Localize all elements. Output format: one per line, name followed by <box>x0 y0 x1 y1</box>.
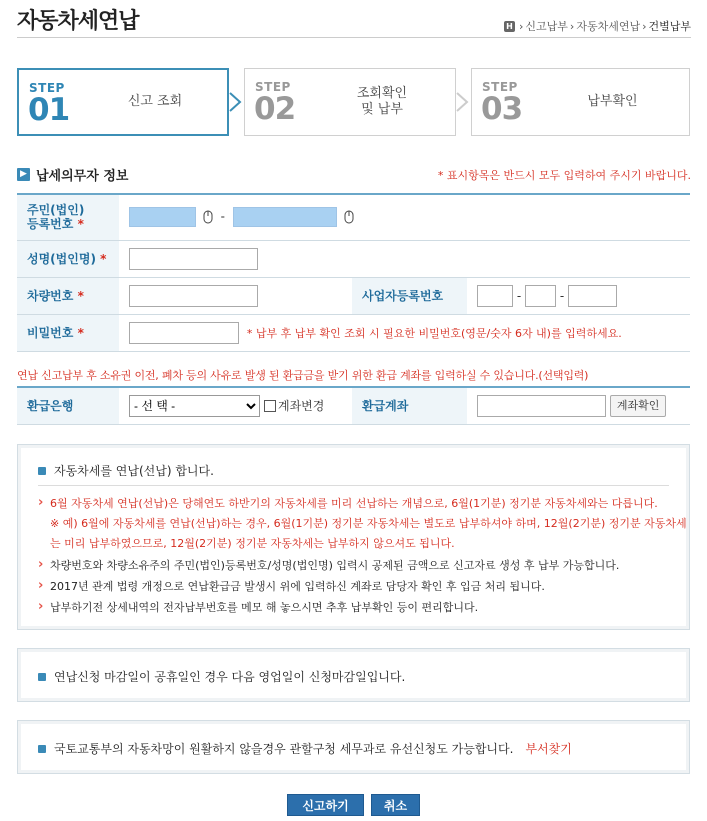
breadcrumb-item-annual[interactable]: 자동차세연납 <box>576 20 641 33</box>
department-search-link[interactable]: 부서찾기 <box>525 742 572 756</box>
info-line: › 6월 자동차세 연납(선납)은 당해연도 하반기의 자동차세를 미리 선납하는 개념으로, 6월(1기분) 정기분 자동차세와는 다릅니다. <box>38 494 658 514</box>
step-2 <box>244 68 456 136</box>
breadcrumb-separator-icon: › <box>569 19 575 33</box>
bullet-icon <box>38 745 46 753</box>
biz-number-part1-input[interactable] <box>477 285 513 307</box>
password-cell <box>119 314 690 351</box>
bank-label: 환급은행 <box>17 387 119 424</box>
name-input[interactable] <box>129 248 258 270</box>
required-note: * 표시항목은 반드시 모두 입력하여 주시기 바랍니다. <box>437 169 691 182</box>
info-head: 자동차세를 연납(선납) 합니다. <box>38 462 214 479</box>
bullet-icon <box>38 673 46 681</box>
refund-form <box>17 386 690 425</box>
cancel-button[interactable]: 취소 <box>371 794 420 816</box>
step-text: 신고 조회 <box>127 94 183 109</box>
account-change-label: 계좌변경 <box>278 398 325 413</box>
divider <box>38 485 669 486</box>
step-text: 조회확인 및 납부 <box>356 86 408 117</box>
account-input[interactable] <box>477 395 606 417</box>
info-line: › 차량번호와 차량소유주의 주민(법인)등록번호/성명(법인명) 입력시 공제된 금액으로 신고자료 생성 후 납부 가능합니다. <box>38 556 619 576</box>
rrn-cell <box>119 194 690 240</box>
car-number-cell <box>119 277 352 314</box>
section-heading-taxpayer <box>17 165 128 184</box>
account-change-checkbox[interactable] <box>264 400 276 412</box>
breadcrumb-item-current: 건별납부 <box>648 20 691 33</box>
biz-number-cell: - - <box>467 277 690 314</box>
biz-number-part3-input[interactable] <box>568 285 617 307</box>
info-box-phone-request <box>17 720 690 774</box>
rrn-separator: - <box>220 209 225 224</box>
step-label: STEP <box>482 80 518 94</box>
info-head: 국토교통부의 자동차망이 원활하지 않을경우 관할구청 세무과로 유선신청도 가능합니다. 부서찾기 <box>38 740 572 757</box>
rrn-label: 주민(법인) 등록번호 * <box>17 194 119 240</box>
password-label: 비밀번호 * <box>17 314 119 351</box>
rrn-back-input[interactable] <box>233 207 337 227</box>
password-input[interactable] <box>129 322 239 344</box>
car-number-input[interactable] <box>129 285 258 307</box>
password-hint: * 납부 후 납부 확인 조회 시 필요한 비밀번호(영문/숫자 6자 내)를 입력하세요. <box>246 326 622 340</box>
info-line: › 2017년 관계 법령 개정으로 연납환급금 발생시 위에 입력하신 계좌로 담당자 확인 후 입금 처리 됩니다. <box>38 577 545 597</box>
step-number: 03 <box>481 91 523 127</box>
account-confirm-button[interactable]: 계좌확인 <box>610 395 667 417</box>
info-line: 는 미리 납부하였으므로, 12월(2기분) 정기분 자동차세는 납부하지 않으셔도 됩니다. <box>50 537 455 550</box>
home-icon[interactable]: H <box>504 21 515 32</box>
car-number-label: 차량번호 * <box>17 277 119 314</box>
info-head: 연납신청 마감일이 공휴일인 경우 다음 영업일이 신청마감일입니다. <box>38 668 405 685</box>
refund-note: 연납 신고납부 후 소유권 이전, 폐차 등의 사유로 발생 된 환급금을 받기 위한 환급 계좌를 입력하실 수 있습니다.(선택입력) <box>17 369 589 382</box>
taxpayer-form <box>17 193 690 352</box>
account-label: 환급계좌 <box>352 387 467 424</box>
title-divider <box>17 37 691 38</box>
step-text: 납부확인 <box>587 94 638 109</box>
breadcrumb-item-report[interactable]: 신고납부 <box>525 20 568 33</box>
bullet-icon <box>38 467 46 475</box>
breadcrumb-separator-icon: › <box>642 19 647 33</box>
step-label: STEP <box>29 81 65 95</box>
rrn-front-input[interactable] <box>129 207 196 227</box>
step-1 <box>17 68 229 136</box>
step-number: 01 <box>28 92 70 128</box>
biz-number-label: 사업자등록번호 <box>352 277 467 314</box>
section-heading-text: 납세의무자 정보 <box>36 169 129 184</box>
breadcrumb-separator-icon: › <box>518 19 524 33</box>
info-box-deadline <box>17 648 690 702</box>
page-title: 자동차세연납 <box>17 9 139 34</box>
account-cell <box>467 387 690 424</box>
step-arrow-icon <box>455 92 469 112</box>
chevron-right-icon: ▶ <box>17 168 30 181</box>
breadcrumb <box>504 18 691 34</box>
name-cell <box>119 240 690 277</box>
mouse-icon <box>203 210 213 224</box>
info-box-annual-payment <box>17 444 690 630</box>
step-label: STEP <box>255 80 291 94</box>
biz-number-part2-input[interactable] <box>525 285 556 307</box>
info-line: › 납부하기전 상세내역의 전자납부번호를 메모 해 놓으시면 추후 납부확인 등이 편리합니다. <box>38 598 478 618</box>
bank-select[interactable] <box>129 395 260 417</box>
name-label: 성명(법인명) * <box>17 240 119 277</box>
mouse-icon <box>344 210 354 224</box>
step-number: 02 <box>254 91 296 127</box>
step-arrow-icon <box>228 92 242 112</box>
step-3 <box>471 68 690 136</box>
bank-cell <box>119 387 352 424</box>
info-line: ※ 예) 6월에 자동차세를 연납(선납)하는 경우, 6월(1기분) 정기분 자동차세는 별도로 납부하셔야 하며, 12월(2기분) 정기분 자동차세 <box>50 517 687 530</box>
step-indicator <box>17 68 690 136</box>
submit-button[interactable]: 신고하기 <box>287 794 364 816</box>
